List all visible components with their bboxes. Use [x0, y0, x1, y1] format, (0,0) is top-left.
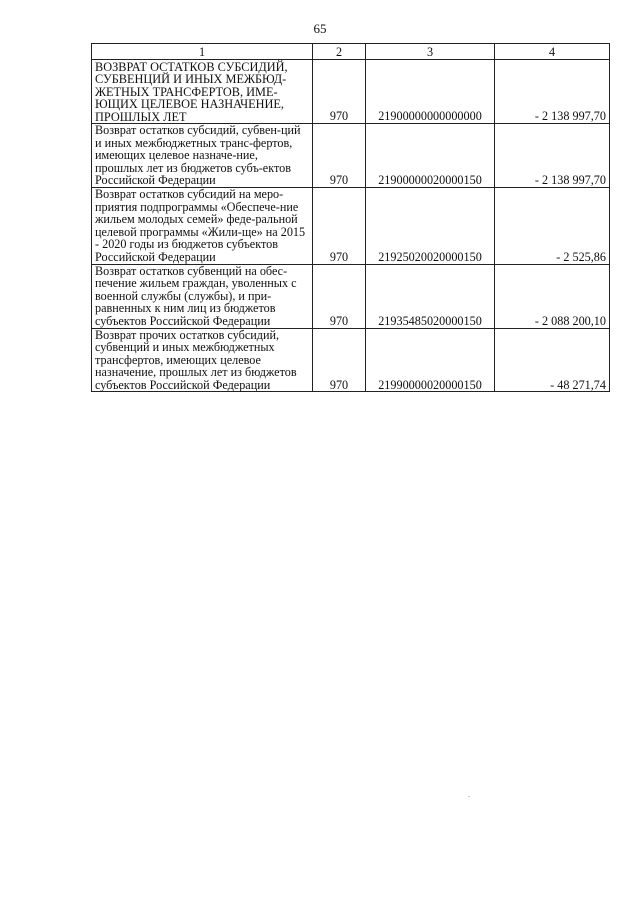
page-number: 65: [313, 21, 327, 36]
table-row: [92, 60, 610, 124]
row-budget-code: 21925020020000150: [366, 187, 495, 264]
row-amount: - 48 271,74: [495, 328, 610, 392]
row-admin-code: 970: [313, 60, 366, 124]
row-budget-code: 21900000020000150: [366, 124, 495, 188]
row-amount: - 2 138 997,70: [495, 60, 610, 124]
row-budget-code: 21900000000000000: [366, 60, 495, 124]
column-header-amount: 4: [495, 44, 610, 60]
row-admin-code: 970: [313, 264, 366, 328]
row-amount: - 2 138 997,70: [495, 124, 610, 188]
row-admin-code: 970: [313, 124, 366, 188]
table-row: [92, 328, 610, 392]
row-budget-code: 21990000020000150: [366, 328, 495, 392]
row-admin-code: 970: [313, 187, 366, 264]
row-name: Возврат остатков субвенций на обес-печение жильем граждан, уволенных с военной службы (службы), и при-равненных к ним лиц из бюджетов субъектов Российской Федерации: [92, 264, 313, 328]
scan-speck: [468, 796, 470, 797]
table-row: [92, 187, 610, 264]
row-amount: - 2 088 200,10: [495, 264, 610, 328]
column-header-budget-code: 3: [366, 44, 495, 60]
row-admin-code: 970: [313, 328, 366, 392]
row-budget-code: 21935485020000150: [366, 264, 495, 328]
row-amount: - 2 525,86: [495, 187, 610, 264]
row-name: Возврат остатков субсидий на меро-приятия подпрограммы «Обеспече-ние жильем молодых семей» феде-ральной целевой программы «Жили-ще» на 2015 - 2020 годы из бюджетов субъектов Российской Федерации: [92, 187, 313, 264]
row-name: Возврат остатков субсидий, субвен-ций и иных межбюджетных транс-фертов, имеющих целевое назначе-ние, прошлых лет из бюджетов субъ-ектов Российской Федерации: [92, 124, 313, 188]
row-name: ВОЗВРАТ ОСТАТКОВ СУБСИДИЙ, СУБВЕНЦИЙ И ИНЫХ МЕЖБЮД-ЖЕТНЫХ ТРАНСФЕРТОВ, ИМЕ-ЮЩИХ ЦЕЛЕВОЕ НАЗНАЧЕНИЕ, ПРОШЛЫХ ЛЕТ: [92, 60, 313, 124]
row-name: Возврат прочих остатков субсидий, субвенций и иных межбюджетных трансфертов, имеющих целевое назначение, прошлых лет из бюджетов субъектов Российской Федерации: [92, 328, 313, 392]
column-header-admin-code: 2: [313, 44, 366, 60]
budget-table: [91, 43, 610, 392]
table-row: [92, 124, 610, 188]
table-header-row: [92, 44, 610, 60]
table-row: [92, 264, 610, 328]
column-header-name: 1: [92, 44, 313, 60]
